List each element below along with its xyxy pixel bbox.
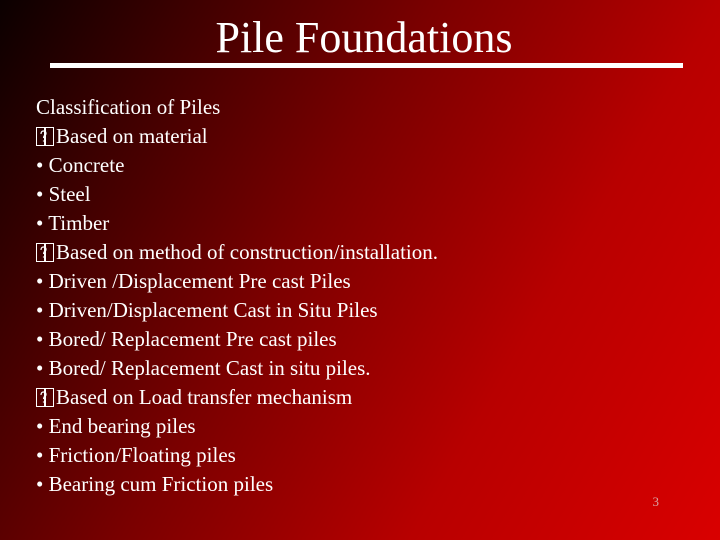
replacement-glyph-icon	[36, 127, 54, 146]
list-item-text: • End bearing piles	[36, 414, 196, 438]
list-item	[36, 238, 686, 267]
list-item	[36, 383, 686, 412]
list-item	[36, 325, 686, 354]
list-item	[36, 122, 686, 151]
list-item-text: • Driven /Displacement Pre cast Piles	[36, 269, 351, 293]
list-item	[36, 354, 686, 383]
list-item-text: Classification of Piles	[36, 95, 221, 119]
list-item	[36, 441, 686, 470]
list-item-text: Based on Load transfer mechanism	[56, 385, 353, 409]
list-item	[36, 412, 686, 441]
list-item-text: • Steel	[36, 182, 91, 206]
list-item-text: • Bored/ Replacement Cast in situ piles.	[36, 356, 371, 380]
list-item	[36, 209, 686, 238]
list-item-text: • Timber	[36, 211, 110, 235]
content-list	[36, 93, 686, 499]
list-item-text: Based on method of construction/installation.	[56, 240, 439, 264]
list-item	[36, 93, 686, 122]
replacement-glyph-icon	[36, 388, 54, 407]
list-item	[36, 296, 686, 325]
list-item	[36, 470, 686, 499]
page-number: 3	[652, 494, 659, 509]
list-item	[36, 151, 686, 180]
title-underline	[50, 63, 683, 68]
list-item-text: • Bored/ Replacement Pre cast piles	[36, 327, 337, 351]
list-item-text: Based on material	[56, 124, 208, 148]
replacement-glyph-icon	[36, 243, 54, 262]
list-item-text: • Bearing cum Friction piles	[36, 472, 274, 496]
list-item-text: • Driven/Displacement Cast in Situ Piles	[36, 298, 378, 322]
list-item-text: • Friction/Floating piles	[36, 443, 236, 467]
list-item-text: • Concrete	[36, 153, 125, 177]
list-item	[36, 267, 686, 296]
slide-title: Pile Foundations	[215, 13, 513, 62]
list-item	[36, 180, 686, 209]
